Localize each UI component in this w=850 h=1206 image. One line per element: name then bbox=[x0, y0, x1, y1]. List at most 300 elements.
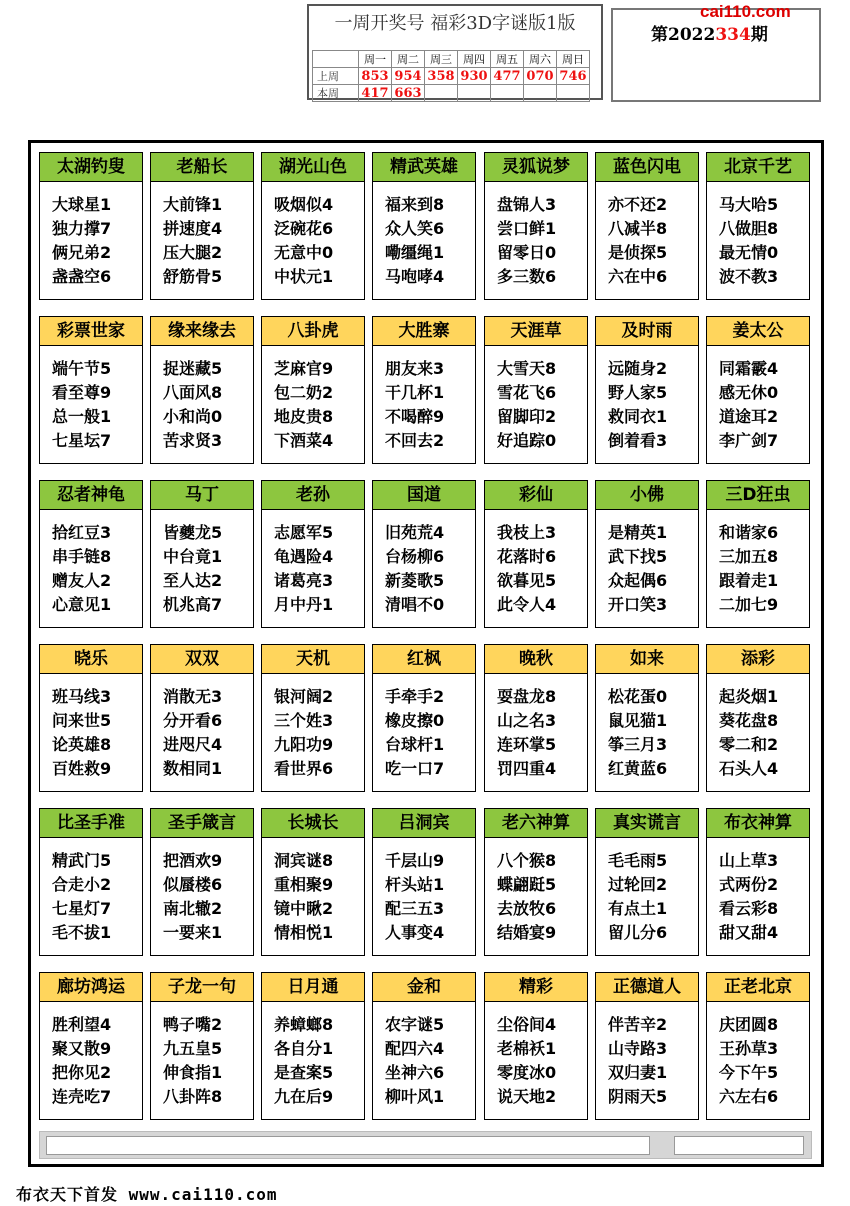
riddle-lines bbox=[608, 1013, 667, 1109]
riddle-line: 红黄蓝6 bbox=[608, 759, 668, 778]
riddle-line: 零度冰0 bbox=[497, 1063, 557, 1082]
riddle-card-title: 晓乐 bbox=[40, 645, 142, 674]
riddle-card-title: 红枫 bbox=[373, 645, 475, 674]
riddle-line: 七星灯7 bbox=[52, 899, 112, 918]
riddle-card bbox=[372, 316, 476, 464]
riddle-card bbox=[484, 644, 588, 792]
riddle-line: 数相同1 bbox=[163, 759, 223, 778]
riddle-card bbox=[484, 972, 588, 1120]
riddle-line: 地皮贵8 bbox=[274, 407, 334, 426]
riddle-line: 新菱歌5 bbox=[385, 571, 445, 590]
riddle-line: 诸葛亮3 bbox=[274, 571, 334, 590]
riddle-line: 镜中瞅2 bbox=[274, 899, 334, 918]
riddle-line: 远随身2 bbox=[608, 359, 668, 378]
riddle-card bbox=[372, 808, 476, 956]
riddle-line: 人事变4 bbox=[385, 923, 445, 942]
riddle-line: 百姓救9 bbox=[52, 759, 112, 778]
riddle-card-title: 湖光山色 bbox=[262, 153, 364, 182]
draw-number bbox=[524, 85, 557, 102]
riddle-line: 芝麻官9 bbox=[274, 359, 334, 378]
riddle-line: 大球星1 bbox=[52, 195, 112, 214]
riddle-card-title: 三D狂虫 bbox=[707, 481, 809, 510]
riddle-line: 班马线3 bbox=[52, 687, 112, 706]
riddle-line: 多三数6 bbox=[497, 267, 557, 286]
draw-number bbox=[557, 85, 590, 102]
riddle-line: 中台竟1 bbox=[163, 547, 223, 566]
riddle-card bbox=[595, 480, 699, 628]
riddle-lines bbox=[274, 685, 333, 781]
riddle-line: 分开看6 bbox=[163, 711, 223, 730]
riddle-line: 胜利望4 bbox=[52, 1015, 112, 1034]
riddle-line: 似蜃楼6 bbox=[163, 875, 223, 894]
riddle-lines bbox=[52, 193, 111, 289]
riddle-line: 至人达2 bbox=[163, 571, 223, 590]
day-header: 周三 bbox=[425, 51, 458, 68]
riddle-line: 三加五8 bbox=[719, 547, 779, 566]
riddle-card-title: 姜太公 bbox=[707, 317, 809, 346]
riddle-line: 有点土1 bbox=[608, 899, 668, 918]
issue-prefix: 第2022 bbox=[651, 25, 716, 45]
riddle-card bbox=[150, 972, 254, 1120]
riddle-line: 千层山9 bbox=[385, 851, 445, 870]
riddle-line: 大雪天8 bbox=[497, 359, 557, 378]
riddle-lines bbox=[163, 521, 222, 617]
riddle-card-title: 八卦虎 bbox=[262, 317, 364, 346]
riddle-line: 配三五3 bbox=[385, 899, 445, 918]
riddle-line: 毛毛雨5 bbox=[608, 851, 668, 870]
riddle-card bbox=[595, 316, 699, 464]
riddle-card-title: 如来 bbox=[596, 645, 698, 674]
riddle-line: 伸食指1 bbox=[163, 1063, 223, 1082]
riddle-line: 台杨柳6 bbox=[385, 547, 445, 566]
riddle-line: 进咫尺4 bbox=[163, 735, 223, 754]
riddle-card bbox=[261, 972, 365, 1120]
riddle-card bbox=[39, 644, 143, 792]
riddle-line: 是精英1 bbox=[608, 523, 668, 542]
riddle-line: 精武门5 bbox=[52, 851, 112, 870]
riddle-lines bbox=[385, 685, 444, 781]
riddle-lines bbox=[274, 1013, 333, 1109]
riddle-card-title: 彩票世家 bbox=[40, 317, 142, 346]
draw-number bbox=[425, 85, 458, 102]
riddle-line: 志愿军5 bbox=[274, 523, 334, 542]
last-week-label: 上周 bbox=[313, 68, 359, 85]
riddle-line: 端午节5 bbox=[52, 359, 112, 378]
riddle-card bbox=[261, 316, 365, 464]
riddle-line: 道途耳2 bbox=[719, 407, 779, 426]
footer-box-left bbox=[46, 1136, 650, 1155]
riddle-card bbox=[706, 480, 810, 628]
riddle-card-title: 缘来缘去 bbox=[151, 317, 253, 346]
riddle-card bbox=[706, 316, 810, 464]
riddle-card bbox=[484, 152, 588, 300]
riddle-line: 捉迷藏5 bbox=[163, 359, 223, 378]
riddle-card-title: 蓝色闪电 bbox=[596, 153, 698, 182]
riddle-line: 橡皮擦0 bbox=[385, 711, 445, 730]
riddle-line: 洞宾谜8 bbox=[274, 851, 334, 870]
riddle-line: 说天地2 bbox=[497, 1087, 557, 1106]
riddle-lines bbox=[385, 521, 444, 617]
riddle-line: 山之名3 bbox=[497, 711, 557, 730]
riddle-line: 消散无3 bbox=[163, 687, 223, 706]
riddle-card-title: 国道 bbox=[373, 481, 475, 510]
riddle-line: 开口笑3 bbox=[608, 595, 668, 614]
riddle-lines bbox=[719, 357, 778, 453]
footer-credit: 布衣天下首发 www.cai110.com bbox=[16, 1185, 278, 1204]
riddle-line: 结婚宴9 bbox=[497, 923, 557, 942]
riddle-line: 柳叶风1 bbox=[385, 1087, 445, 1106]
riddle-line: 杆头站1 bbox=[385, 875, 445, 894]
riddle-lines bbox=[385, 357, 444, 453]
riddle-line: 感无休0 bbox=[719, 383, 779, 402]
footer-box-right bbox=[674, 1136, 804, 1155]
riddle-line: 吃一口7 bbox=[385, 759, 445, 778]
riddle-lines bbox=[274, 521, 333, 617]
riddle-card-title: 老六神算 bbox=[485, 809, 587, 838]
riddle-line: 老棉袄1 bbox=[497, 1039, 557, 1058]
day-header: 周二 bbox=[392, 51, 425, 68]
riddle-line: 留零日0 bbox=[497, 243, 557, 262]
riddle-line: 皆夔龙5 bbox=[163, 523, 223, 542]
riddle-card-title: 双双 bbox=[151, 645, 253, 674]
riddle-lines bbox=[497, 685, 556, 781]
riddle-line: 养蟑螂8 bbox=[274, 1015, 334, 1034]
riddle-lines bbox=[608, 357, 667, 453]
riddle-lines bbox=[497, 357, 556, 453]
riddle-line: 倒着看3 bbox=[608, 431, 668, 450]
riddle-card-title: 老孙 bbox=[262, 481, 364, 510]
riddle-line: 龟遇险4 bbox=[274, 547, 334, 566]
riddle-card-title: 布衣神算 bbox=[707, 809, 809, 838]
this-week-row bbox=[313, 85, 590, 102]
riddle-card-title: 廊坊鸿运 bbox=[40, 973, 142, 1002]
riddle-card bbox=[39, 972, 143, 1120]
riddle-line: 去放牧6 bbox=[497, 899, 557, 918]
riddle-line: 合走小2 bbox=[52, 875, 112, 894]
riddle-line: 不喝醉9 bbox=[385, 407, 445, 426]
riddle-lines bbox=[274, 849, 333, 945]
riddle-line: 看云彩8 bbox=[719, 899, 779, 918]
riddle-line: 李广剑7 bbox=[719, 431, 779, 450]
riddle-lines bbox=[163, 849, 222, 945]
riddle-lines bbox=[608, 521, 667, 617]
issue-suffix: 期 bbox=[750, 25, 768, 45]
riddle-line: 银河阔2 bbox=[274, 687, 334, 706]
riddle-line: 八卦阵8 bbox=[163, 1087, 223, 1106]
riddle-card bbox=[261, 152, 365, 300]
riddle-card bbox=[484, 316, 588, 464]
riddle-card bbox=[595, 972, 699, 1120]
riddle-line: 过轮回2 bbox=[608, 875, 668, 894]
riddle-lines bbox=[52, 685, 111, 781]
riddle-card bbox=[39, 152, 143, 300]
riddle-card-title: 比圣手准 bbox=[40, 809, 142, 838]
riddle-card bbox=[372, 152, 476, 300]
riddle-line: 俩兄弟2 bbox=[52, 243, 112, 262]
riddle-card-title: 大胜寨 bbox=[373, 317, 475, 346]
riddle-lines bbox=[52, 357, 111, 453]
riddle-lines bbox=[163, 193, 222, 289]
riddle-line: 无意中0 bbox=[274, 243, 334, 262]
draw-number bbox=[458, 85, 491, 102]
riddle-line: 配四六4 bbox=[385, 1039, 445, 1058]
riddle-card-title: 晚秋 bbox=[485, 645, 587, 674]
riddle-line: 众人笑6 bbox=[385, 219, 445, 238]
riddle-card-title: 精武英雄 bbox=[373, 153, 475, 182]
riddle-line: 石头人4 bbox=[719, 759, 779, 778]
riddle-lines bbox=[163, 357, 222, 453]
riddle-line: 小和尚0 bbox=[163, 407, 223, 426]
riddle-line: 尘俗间4 bbox=[497, 1015, 557, 1034]
riddle-lines bbox=[719, 685, 778, 781]
riddle-card bbox=[261, 644, 365, 792]
riddle-line: 罚四重4 bbox=[497, 759, 557, 778]
riddle-card-title: 灵狐说梦 bbox=[485, 153, 587, 182]
riddle-line: 干几杯1 bbox=[385, 383, 445, 402]
riddle-card-title: 天机 bbox=[262, 645, 364, 674]
riddle-line: 武下找5 bbox=[608, 547, 668, 566]
riddle-card bbox=[150, 644, 254, 792]
riddle-line: 鼠见猫1 bbox=[608, 711, 668, 730]
riddle-line: 苦求贤3 bbox=[163, 431, 223, 450]
riddle-line: 串手链8 bbox=[52, 547, 112, 566]
riddle-card bbox=[261, 480, 365, 628]
riddle-card-title: 添彩 bbox=[707, 645, 809, 674]
riddle-line: 聚又散9 bbox=[52, 1039, 112, 1058]
riddle-line: 朋友来3 bbox=[385, 359, 445, 378]
riddle-card bbox=[484, 808, 588, 956]
riddle-card-title: 长城长 bbox=[262, 809, 364, 838]
riddle-card bbox=[706, 808, 810, 956]
riddle-line: 山寺路3 bbox=[608, 1039, 668, 1058]
riddle-line: 八减半8 bbox=[608, 219, 668, 238]
riddle-line: 清唱不0 bbox=[385, 595, 445, 614]
riddle-card-title: 忍者神龟 bbox=[40, 481, 142, 510]
riddle-line: 山上草3 bbox=[719, 851, 779, 870]
issue-highlight: 334 bbox=[715, 25, 751, 45]
riddle-line: 农字谜5 bbox=[385, 1015, 445, 1034]
draw-number: 930 bbox=[458, 68, 491, 85]
riddle-line: 起炎烟1 bbox=[719, 687, 779, 706]
riddle-line: 耍盘龙8 bbox=[497, 687, 557, 706]
riddle-line: 最无情0 bbox=[719, 243, 779, 262]
riddle-line: 留脚印2 bbox=[497, 407, 557, 426]
riddle-lines bbox=[52, 521, 111, 617]
riddle-line: 盘锦人3 bbox=[497, 195, 557, 214]
riddle-line: 马大哈5 bbox=[719, 195, 779, 214]
riddle-line: 吸烟似4 bbox=[274, 195, 334, 214]
riddle-line: 花落时6 bbox=[497, 547, 557, 566]
riddle-card-title: 真实谎言 bbox=[596, 809, 698, 838]
riddle-card bbox=[706, 644, 810, 792]
riddle-line: 野人家5 bbox=[608, 383, 668, 402]
riddle-line: 九阳功9 bbox=[274, 735, 334, 754]
riddle-lines bbox=[719, 1013, 778, 1109]
draw-number: 746 bbox=[557, 68, 590, 85]
riddle-line: 包二奶2 bbox=[274, 383, 334, 402]
riddle-line: 同霜霰4 bbox=[719, 359, 779, 378]
riddle-line: 把酒欢9 bbox=[163, 851, 223, 870]
riddle-line: 七星坛7 bbox=[52, 431, 112, 450]
riddle-lines bbox=[608, 193, 667, 289]
riddle-card bbox=[706, 152, 810, 300]
riddle-lines bbox=[719, 849, 778, 945]
riddle-line: 九在后9 bbox=[274, 1087, 334, 1106]
site-logo: cai110.com bbox=[700, 2, 791, 21]
riddle-line: 不回去2 bbox=[385, 431, 445, 450]
issue-panel bbox=[611, 8, 821, 102]
riddle-card-title: 老船长 bbox=[151, 153, 253, 182]
riddle-line: 手牵手2 bbox=[385, 687, 445, 706]
riddle-card-title: 北京千艺 bbox=[707, 153, 809, 182]
riddle-line: 把你见2 bbox=[52, 1063, 112, 1082]
riddle-line: 阴雨天5 bbox=[608, 1087, 668, 1106]
day-header: 周五 bbox=[491, 51, 524, 68]
riddle-line: 鸭子嘴2 bbox=[163, 1015, 223, 1034]
riddle-lines bbox=[719, 193, 778, 289]
weekly-draw-title: 一周开奖号 福彩3D字谜版1版 bbox=[334, 13, 576, 34]
riddle-card-title: 彩仙 bbox=[485, 481, 587, 510]
riddle-line: 甜又甜4 bbox=[719, 923, 779, 942]
riddle-line: 拼速度4 bbox=[163, 219, 223, 238]
riddle-line: 心意见1 bbox=[52, 595, 112, 614]
riddle-card-title: 精彩 bbox=[485, 973, 587, 1002]
riddle-line: 八个猴8 bbox=[497, 851, 557, 870]
day-header-row bbox=[313, 51, 590, 68]
riddle-line: 亦不还2 bbox=[608, 195, 668, 214]
riddle-card bbox=[595, 644, 699, 792]
draw-number: 853 bbox=[359, 68, 392, 85]
riddle-lines bbox=[497, 1013, 556, 1109]
riddle-line: 今下午5 bbox=[719, 1063, 779, 1082]
riddle-lines bbox=[274, 357, 333, 453]
riddle-card bbox=[150, 152, 254, 300]
riddle-card-title: 正德道人 bbox=[596, 973, 698, 1002]
riddle-lines bbox=[497, 521, 556, 617]
riddle-line: 大前锋1 bbox=[163, 195, 223, 214]
riddle-line: 松花蛋0 bbox=[608, 687, 668, 706]
riddle-line: 盏盏空6 bbox=[52, 267, 112, 286]
this-week-label: 本周 bbox=[313, 85, 359, 102]
riddle-line: 问来世5 bbox=[52, 711, 112, 730]
draw-number: 070 bbox=[524, 68, 557, 85]
day-header: 周日 bbox=[557, 51, 590, 68]
riddle-card bbox=[150, 316, 254, 464]
riddle-line: 是侦探5 bbox=[608, 243, 668, 262]
riddle-card-title: 太湖钓叟 bbox=[40, 153, 142, 182]
riddle-line: 情相悦1 bbox=[274, 923, 334, 942]
riddle-card-title: 金和 bbox=[373, 973, 475, 1002]
riddle-lines bbox=[52, 849, 111, 945]
draw-number bbox=[491, 85, 524, 102]
riddle-lines bbox=[163, 685, 222, 781]
riddle-line: 压大腿2 bbox=[163, 243, 223, 262]
riddle-line: 机兆高7 bbox=[163, 595, 223, 614]
day-header: 周一 bbox=[359, 51, 392, 68]
riddle-line: 看至尊9 bbox=[52, 383, 112, 402]
riddle-line: 王孙草3 bbox=[719, 1039, 779, 1058]
riddle-card-title: 小佛 bbox=[596, 481, 698, 510]
riddle-line: 泛碗花6 bbox=[274, 219, 334, 238]
riddle-card bbox=[39, 316, 143, 464]
riddle-line: 坐神六6 bbox=[385, 1063, 445, 1082]
riddle-grid-frame bbox=[28, 140, 824, 1167]
riddle-line: 九五皇5 bbox=[163, 1039, 223, 1058]
riddle-line: 八做胆8 bbox=[719, 219, 779, 238]
riddle-lines bbox=[608, 849, 667, 945]
riddle-line: 重相聚9 bbox=[274, 875, 334, 894]
riddle-line: 旧苑荒4 bbox=[385, 523, 445, 542]
riddle-line: 双归妻1 bbox=[608, 1063, 668, 1082]
riddle-line: 连壳吃7 bbox=[52, 1087, 112, 1106]
riddle-line: 拾红豆3 bbox=[52, 523, 112, 542]
riddle-card-title: 圣手箴言 bbox=[151, 809, 253, 838]
riddle-line: 好追踪0 bbox=[497, 431, 557, 450]
riddle-line: 中状元1 bbox=[274, 267, 334, 286]
draw-number: 358 bbox=[425, 68, 458, 85]
riddle-line: 月中丹1 bbox=[274, 595, 334, 614]
weekly-draw-table bbox=[312, 50, 590, 102]
riddle-line: 是查案5 bbox=[274, 1063, 334, 1082]
riddle-lines bbox=[608, 685, 667, 781]
riddle-card bbox=[372, 972, 476, 1120]
riddle-line: 筝三月3 bbox=[608, 735, 668, 754]
riddle-line: 六在中6 bbox=[608, 267, 668, 286]
riddle-card bbox=[484, 480, 588, 628]
riddle-line: 留儿分6 bbox=[608, 923, 668, 942]
riddle-line: 马咆哮4 bbox=[385, 267, 445, 286]
riddle-card-title: 天涯草 bbox=[485, 317, 587, 346]
riddle-line: 三个姓3 bbox=[274, 711, 334, 730]
riddle-line: 我枝上3 bbox=[497, 523, 557, 542]
riddle-line: 论英雄8 bbox=[52, 735, 112, 754]
riddle-line: 一要来1 bbox=[163, 923, 223, 942]
riddle-line: 总一般1 bbox=[52, 407, 112, 426]
riddle-line: 欲暮见5 bbox=[497, 571, 557, 590]
riddle-line: 零二和2 bbox=[719, 735, 779, 754]
riddle-line: 下酒菜4 bbox=[274, 431, 334, 450]
riddle-line: 众起偶6 bbox=[608, 571, 668, 590]
riddle-line: 此令人4 bbox=[497, 595, 557, 614]
riddle-lines bbox=[497, 849, 556, 945]
riddle-card bbox=[150, 808, 254, 956]
riddle-line: 式两份2 bbox=[719, 875, 779, 894]
riddle-line: 和谐家6 bbox=[719, 523, 779, 542]
riddle-line: 赠友人2 bbox=[52, 571, 112, 590]
riddle-lines bbox=[385, 193, 444, 289]
draw-number: 954 bbox=[392, 68, 425, 85]
riddle-card-title: 子龙一句 bbox=[151, 973, 253, 1002]
riddle-card-title: 日月通 bbox=[262, 973, 364, 1002]
riddle-line: 八面风8 bbox=[163, 383, 223, 402]
footer-bar bbox=[39, 1131, 812, 1159]
riddle-line: 六左右6 bbox=[719, 1087, 779, 1106]
riddle-lines bbox=[385, 1013, 444, 1109]
riddle-card-title: 及时雨 bbox=[596, 317, 698, 346]
riddle-lines bbox=[163, 1013, 222, 1109]
riddle-card bbox=[372, 480, 476, 628]
riddle-card bbox=[595, 152, 699, 300]
riddle-line: 跟着走1 bbox=[719, 571, 779, 590]
riddle-card-title: 正老北京 bbox=[707, 973, 809, 1002]
riddle-line: 伴苦辛2 bbox=[608, 1015, 668, 1034]
riddle-line: 福来到8 bbox=[385, 195, 445, 214]
riddle-lines bbox=[497, 193, 556, 289]
weekly-draw-panel bbox=[307, 4, 603, 100]
riddle-card bbox=[261, 808, 365, 956]
riddle-card bbox=[150, 480, 254, 628]
riddle-card-title: 马丁 bbox=[151, 481, 253, 510]
